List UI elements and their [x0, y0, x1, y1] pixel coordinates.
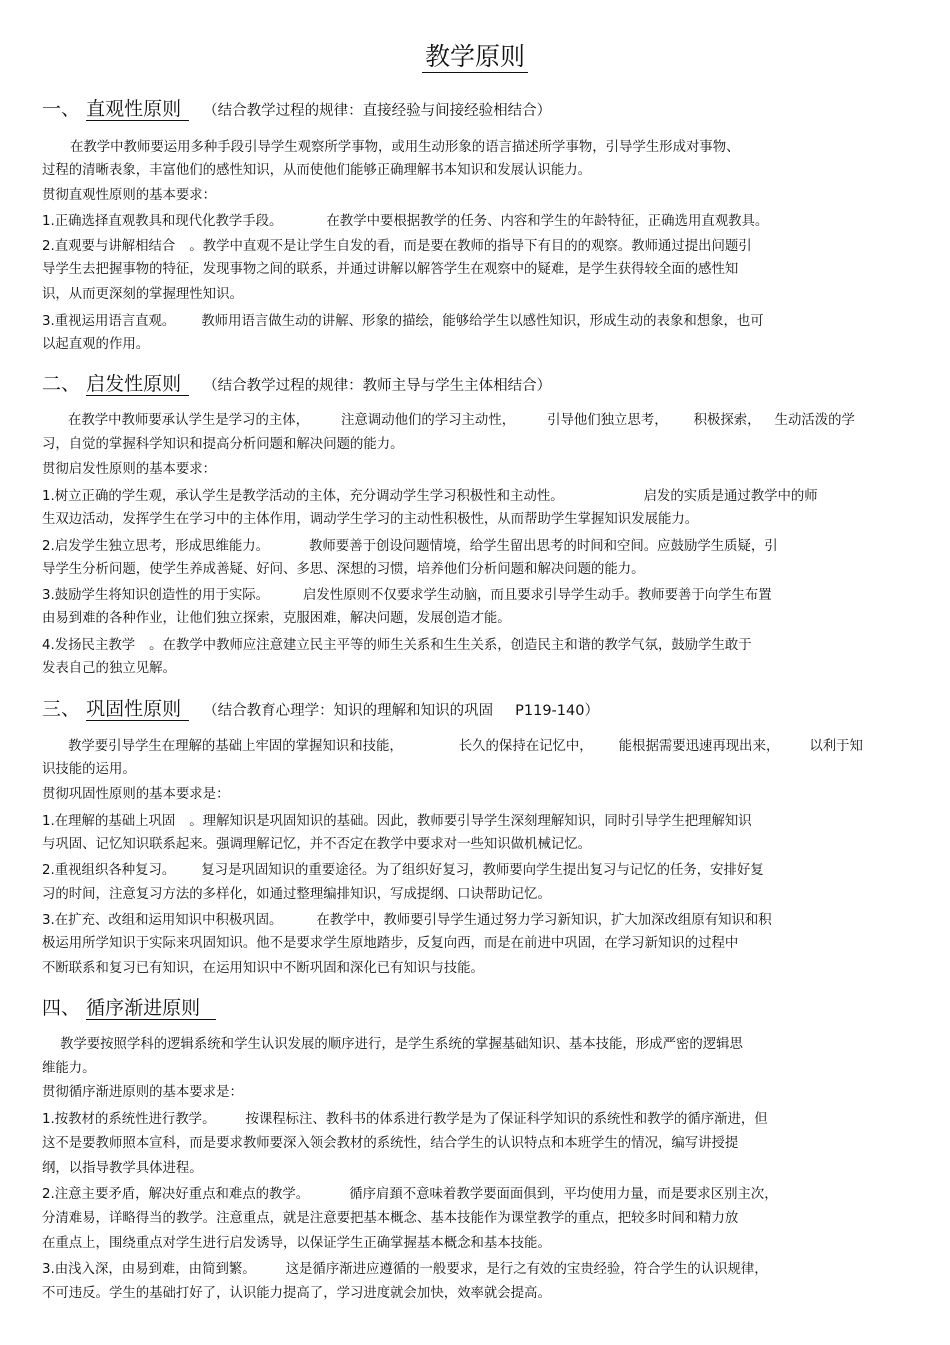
- paragraph-line: 2.直观要与讲解相结合 。教学中直观不是让学生自发的看，而是要在教师的指导下有目的的观察。教师通过提出问题引: [42, 239, 752, 254]
- paragraph-line: 纲，以指导教学具体进程。: [42, 1161, 203, 1176]
- section-note-pages: P119-140）: [515, 703, 599, 719]
- paragraph-line: 由易到难的各种作业，让他们独立探索，克服困难，解决问题，发展创造才能。: [42, 611, 511, 626]
- section-number: 三、: [42, 698, 81, 720]
- paragraph-line: 贯彻循序渐进原则的基本要求是：: [42, 1085, 243, 1100]
- paragraph-line: 贯彻启发性原则的基本要求：: [42, 462, 217, 477]
- paragraph-line: 3.在扩充、改组和运用知识中积极巩固。 在教学中，教师要引导学生通过努力学习新知识，扩大加深改组原有知识和积: [42, 913, 772, 928]
- paragraph-line: 在教学中教师要承认学生是学习的主体， 注意调动他们的学习主动性， 引导他们独立思考， 积极探索， 生动活泼的学: [68, 413, 855, 428]
- section-name: 直观性原则: [86, 98, 189, 121]
- paragraph-line: 发表自己的独立见解。: [42, 661, 176, 676]
- page-title: 教学原则: [0, 40, 950, 74]
- paragraph-line: 习，自觉的掌握科学知识和提高分析问题和解决问题的能力。: [42, 437, 404, 452]
- paragraph-line: 与巩固、记忆知识联系起来。强调理解记忆，并不否定在教学中要求对一些知识做机械记忆。: [42, 837, 592, 852]
- paragraph-line: 贯彻巩固性原则的基本要求是：: [42, 787, 230, 802]
- section-name: 启发性原则: [86, 373, 189, 396]
- section-number: 四、: [42, 997, 81, 1019]
- section-number: 二、: [42, 373, 81, 395]
- section-heading-2: [42, 371, 551, 399]
- paragraph-line: 贯彻直观性原则的基本要求：: [42, 188, 217, 203]
- section-heading-3: [42, 696, 599, 724]
- paragraph-line: 维能力。: [42, 1061, 96, 1076]
- section-note: （结合教育心理学：知识的理解和知识的巩固: [203, 703, 494, 719]
- paragraph-line: 以起直观的作用。: [42, 337, 150, 352]
- paragraph-line: 导学生去把握事物的特征，发现事物之间的联系，并通过讲解以解答学生在观察中的疑难，是学生获得较全面的感性知: [42, 262, 739, 277]
- paragraph-line: 3.重视运用语言直观。 教师用语言做生动的讲解、形象的描绘，能够给学生以感性知识，形成生动的表象和想象，也可: [42, 314, 764, 329]
- paragraph-line: 4.发扬民主教学 。在教学中教师应注意建立民主平等的师生关系和生生关系，创造民主和谐的教学气氛，鼓励学生敢于: [42, 638, 752, 653]
- paragraph-line: 在教学中教师要运用多种手段引导学生观察所学事物，或用生动形象的语言描述所学事物，引导学生形成对事物、: [70, 140, 740, 155]
- paragraph-line: 1.正确选择直观教具和现代化教学手段。 在教学中要根据教学的任务、内容和学生的年龄特征，正确选用直观教具。: [42, 214, 769, 229]
- section-note: （结合教学过程的规律：教师主导与学生主体相结合）: [203, 378, 552, 394]
- paragraph-line: 分清难易，详略得当的教学。注意重点，就是注意要把基本概念、基本技能作为课堂教学的重点，把较多时间和精力放: [42, 1211, 739, 1226]
- paragraph-line: 教学要按照学科的逻辑系统和学生认识发展的顺序进行，是学生系统的掌握基础知识、基本技能，形成严密的逻辑思: [60, 1037, 743, 1052]
- paragraph-line: 极运用所学知识于实际来巩固知识。他不是要求学生原地踏步，反复向西，而是在前进中巩固，在学习新知识的过程中: [42, 936, 739, 951]
- paragraph-line: 1.按教材的系统性进行教学。 按课程标注、教科书的体系进行教学是为了保证科学知识的系统性和教学的循序渐进，但: [42, 1112, 768, 1127]
- paragraph-line: 不断联系和复习已有知识，在运用知识中不断巩固和深化已有知识与技能。: [42, 961, 484, 976]
- paragraph-line: 2.注意主要矛盾，解决好重点和难点的教学。 循序肩頚不意味着教学要面面俱到，平均使用力量，而是要求区别主次，: [42, 1187, 778, 1202]
- section-name: 循序渐进原则: [86, 997, 216, 1020]
- paragraph-line: 2.启发学生独立思考，形成思维能力。 教师要善于创设问题情境，给学生留出思考的时间和空间。应鼓励学生质疑，引: [42, 539, 778, 554]
- paragraph-line: 生双边活动，发挥学生在学习中的主体作用，调动学生学习的主动性积极性，从而帮助学生掌握知识发展能力。: [42, 512, 699, 527]
- section-name: 巩固性原则: [86, 698, 189, 721]
- paragraph-line: 识，从而更深刻的掌握理性知识。: [42, 287, 243, 302]
- section-heading-4: [42, 995, 216, 1021]
- paragraph-line: 1.树立正确的学生观，承认学生是教学活动的主体，充分调动学生学习积极性和主动性。 启发的实质是通过教学中的师: [42, 489, 818, 504]
- paragraph-line: 不可违反。学生的基础打好了，认识能力提高了，学习进度就会加快，效率就会提高。: [42, 1286, 551, 1301]
- paragraph-line: 在重点上，围绕重点对学生进行启发诱导，以保证学生正确掌握基本概念和基本技能。: [42, 1236, 551, 1251]
- paragraph-line: 2.重视组织各种复习。 复习是巩固知识的重要途径。为了组织好复习，教师要向学生提出复习与记忆的任务，安排好复: [42, 863, 764, 878]
- section-number: 一、: [42, 98, 81, 120]
- paragraph-line: 习的时间，注意复习方法的多样化，如通过整理编排知识，写成提纲、口诀帮助记忆。: [42, 887, 551, 902]
- paragraph-line: 教学要引导学生在理解的基础上牢固的掌握知识和技能， 长久的保持在记忆中， 能根据需要迅速再现出来， 以利于知: [68, 739, 863, 754]
- paragraph-line: 识技能的运用。: [42, 762, 136, 777]
- paragraph-line: 导学生分析问题，使学生养成善疑、好问、多思、深想的习惯，培养他们分析问题和解决问题的能力。: [42, 562, 645, 577]
- paragraph-line: 3.鼓励学生将知识创造性的用于实际。 启发性原则不仅要求学生动脑，而且要求引导学生动手。教师要善于向学生布置: [42, 588, 772, 603]
- paragraph-line: 过程的清晰表象，丰富他们的感性知识，从而使他们能够正确理解书本知识和发展认识能力。: [42, 163, 592, 178]
- section-note: （结合教学过程的规律：直接经验与间接经验相结合）: [203, 103, 552, 119]
- section-heading-1: [42, 96, 551, 124]
- paragraph-line: 1.在理解的基础上巩固 。理解知识是巩固知识的基础。因此，教师要引导学生深刻理解知识，同时引导学生把理解知识: [42, 814, 752, 829]
- paragraph-line: 3.由浅入深，由易到难，由简到繁。 这是循序渐进应遵循的一般要求，是行之有效的宝贵经验，符合学生的认识规律，: [42, 1262, 768, 1277]
- paragraph-line: 这不是要教师照本宣科，而是要求教师要深入领会教材的系统性，结合学生的认识特点和本班学生的情况，编写讲授提: [42, 1136, 739, 1151]
